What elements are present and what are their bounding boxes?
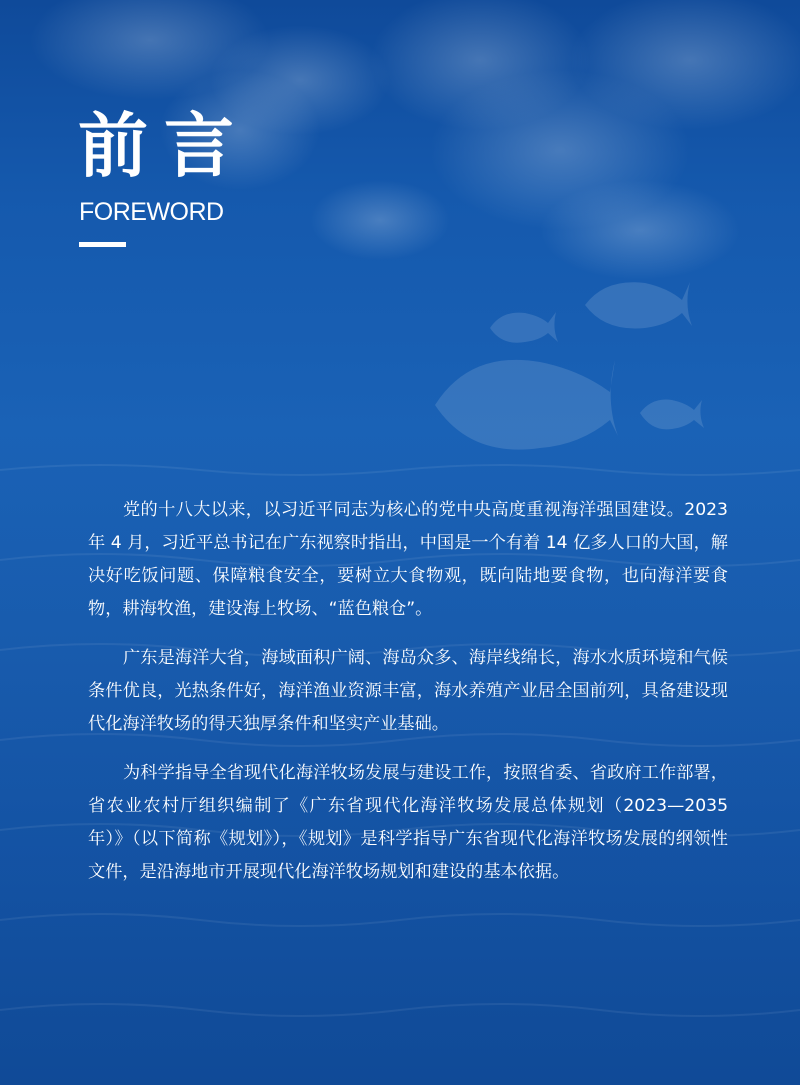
fish-icon xyxy=(435,282,704,450)
foreword-body xyxy=(88,494,728,905)
page-title: 前言 xyxy=(78,105,250,187)
paragraph-2: 广东是海洋大省，海域面积广阔、海岛众多、海岸线绵长，海水水质环境和气候条件优良，光热条件好，海洋渔业资源丰富，海水养殖产业居全国前列，具备建设现代化海洋牧场的得天独厚条件和坚实产业基础。 xyxy=(88,648,728,734)
title-underline xyxy=(79,242,126,247)
paragraph-1: 党的十八大以来，以习近平同志为核心的党中央高度重视海洋强国建设。2023 年 4 月，习近平总书记在广东视察时指出，中国是一个有着 14 亿多人口的大国，解决好吃饭问题、保障粮食安全，要树立大食物观，既向陆地要食物，也向海洋要食物，耕海牧渔，建设海上牧场、“蓝色粮仓”。 xyxy=(88,500,728,619)
paragraph-3: 为科学指导全省现代化海洋牧场发展与建设工作，按照省委、省政府工作部署，省农业农村厅组织编制了《广东省现代化海洋牧场发展总体规划（2023—2035 年）》（以下简称《规划》），《规划》是科学指导广东省现代化海洋牧场发展的纲领性文件，是沿海地市开展现代化海洋牧场规划和建设的基本依据。 xyxy=(88,763,728,882)
page-subtitle: FOREWORD xyxy=(79,198,224,226)
